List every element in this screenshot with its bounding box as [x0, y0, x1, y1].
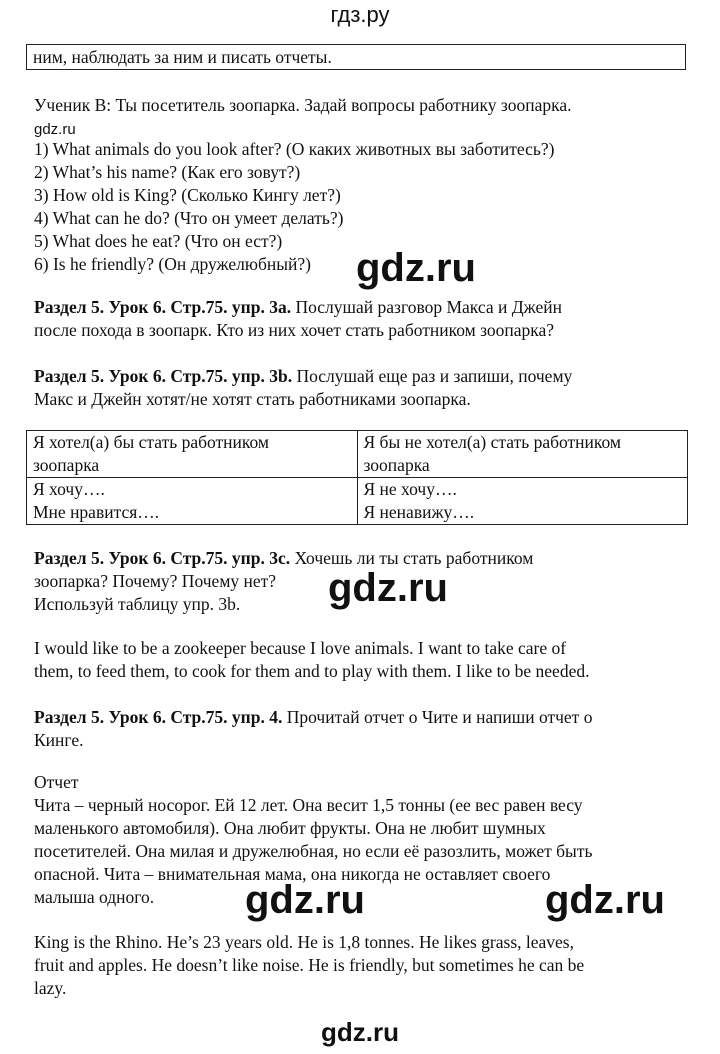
table-row: [27, 478, 688, 525]
exercise-text: Используй таблицу упр. 3b.: [34, 594, 241, 614]
exercise-text: Прочитай отчет о Чите и напиши отчет о: [282, 707, 593, 727]
report-line: маленького автомобиля). Она любит фрукты. Она не любит шумных: [34, 818, 546, 838]
exercise-label: Раздел 5. Урок 6. Стр.75. упр. 3с.: [34, 548, 291, 568]
answer-line: I would like to be a zookeeper because I love animals. I want to take care of: [34, 638, 567, 658]
watermark: gdz.ru: [545, 878, 665, 922]
exercise-text: Послушай еще раз и запиши, почему: [292, 366, 573, 386]
table-cell: Я хотел(а) бы стать работником зоопарка: [27, 431, 358, 478]
answer-4: [34, 931, 584, 1000]
exercise-text: Хочешь ли ты стать работником: [290, 548, 534, 568]
list-item: 1) What animals do you look after? (О каких животных вы заботитесь?): [34, 139, 555, 159]
boxed-line: ним, наблюдать за ним и писать отчеты.: [33, 47, 332, 67]
exercise-text: Макс и Джейн хотят/не хотят стать работниками зоопарка.: [34, 389, 471, 409]
continued-text-box: [26, 44, 686, 70]
question-list: [34, 138, 554, 276]
exercise-3a: [34, 296, 562, 342]
exercise-text: зоопарка? Почему? Почему нет?: [34, 571, 277, 591]
list-item: 6) Is he friendly? (Он дружелюбный?): [34, 254, 311, 274]
table-cell: Я хочу…. Мне нравится….: [27, 478, 358, 525]
exercise-label: Раздел 5. Урок 6. Стр.75. упр. 3b.: [34, 366, 293, 386]
watermark: gdz.ru: [356, 246, 476, 290]
report-line: малыша одного.: [34, 887, 155, 907]
exercise-4: [34, 706, 592, 752]
answer-line: lazy.: [34, 978, 67, 998]
report-line: опасной. Чита – внимательная мама, она никогда не оставляет своего: [34, 864, 551, 884]
answer-line: fruit and apples. He doesn’t like noise. He is friendly, but sometimes he can be: [34, 955, 585, 975]
exercise-label: Раздел 5. Урок 6. Стр.75. упр. 4.: [34, 707, 283, 727]
exercise-label: Раздел 5. Урок 6. Стр.75. упр. 3а.: [34, 297, 292, 317]
exercise-text: после похода в зоопарк. Кто из них хочет стать работником зоопарка?: [34, 320, 555, 340]
report-title: Отчет: [34, 772, 79, 792]
report-line: посетителей. Она милая и дружелюбная, но если её разозлить, может быть: [34, 841, 593, 861]
exercise-3c: [34, 547, 533, 616]
answer-line: King is the Rhino. He’s 23 years old. He is 1,8 tonnes. He likes grass, leaves,: [34, 932, 574, 952]
site-header: гдз.ру: [330, 2, 390, 27]
table-row: [27, 431, 688, 478]
table-cell: Я бы не хотел(а) стать работником зоопарка: [357, 431, 688, 478]
table-cell: Я не хочу…. Я ненавижу….: [357, 478, 688, 525]
list-item: 5) What does he eat? (Что он ест?): [34, 231, 283, 251]
report-line: Чита – черный носорог. Ей 12 лет. Она весит 1,5 тонны (ее вес равен весу: [34, 795, 583, 815]
list-item: 2) What’s his name? (Как его зовут?): [34, 162, 301, 182]
list-item: 4) What can he do? (Что он умеет делать?): [34, 208, 344, 228]
answer-line: them, to feed them, to cook for them and to play with them. I like to be needed.: [34, 661, 590, 681]
list-item: 3) How old is King? (Сколько Кингу лет?): [34, 185, 341, 205]
exercise-text: Послушай разговор Макса и Джейн: [291, 297, 563, 317]
small-watermark: gdz.ru: [34, 121, 76, 138]
student-b-task: Ученик В: Ты посетитель зоопарка. Задай вопросы работнику зоопарка.: [34, 95, 572, 115]
exercise-text: Кинге.: [34, 730, 84, 750]
watermark: gdz.ru: [245, 878, 365, 922]
footer-watermark: gdz.ru: [321, 1017, 399, 1047]
answer-3c: [34, 637, 589, 683]
exercise-3b: [34, 365, 572, 411]
watermark: gdz.ru: [328, 566, 448, 610]
want-table: [26, 430, 688, 525]
